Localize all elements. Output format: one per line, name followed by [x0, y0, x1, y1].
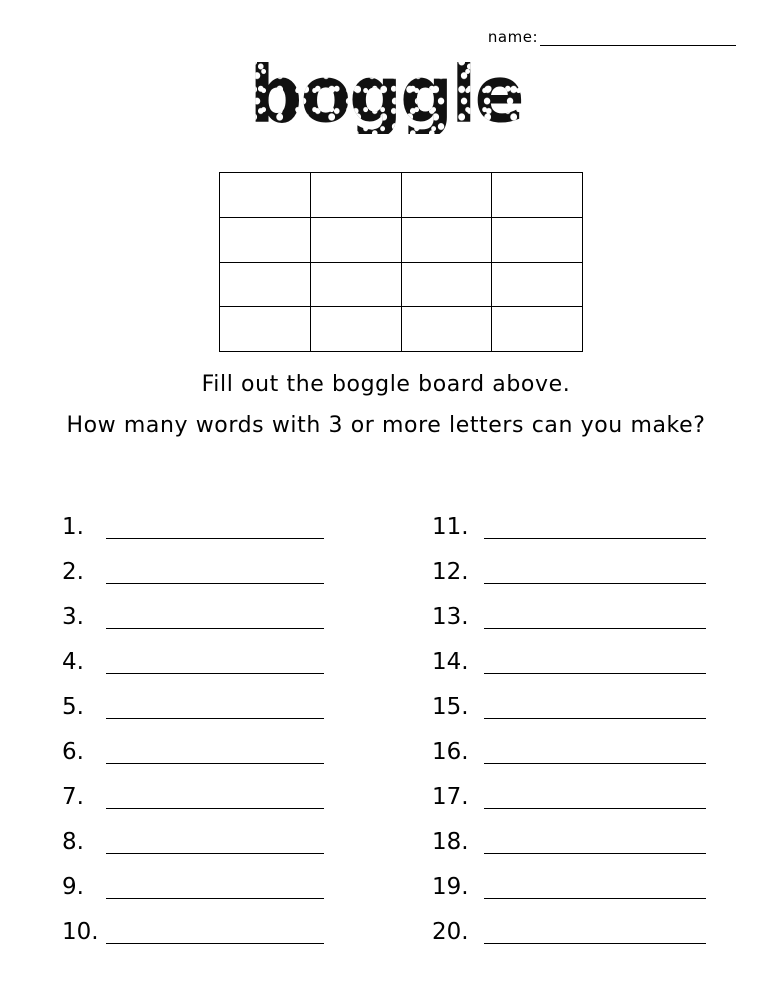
list-item — [432, 813, 772, 858]
list-item-number: 18. — [432, 829, 469, 855]
list-item — [432, 858, 772, 903]
list-item — [62, 903, 386, 948]
list-item-blank[interactable] — [106, 569, 324, 584]
list-item-blank[interactable] — [106, 524, 324, 539]
list-item-number: 5. — [62, 694, 84, 720]
list-item — [62, 723, 386, 768]
grid-cell[interactable] — [311, 173, 402, 218]
answer-column-left — [0, 498, 386, 948]
grid-cell[interactable] — [311, 307, 402, 352]
list-item-blank[interactable] — [106, 794, 324, 809]
list-item-number: 16. — [432, 739, 469, 765]
page-title: boggle — [249, 49, 523, 141]
instructions — [0, 372, 772, 454]
list-item — [432, 903, 772, 948]
list-item-number: 19. — [432, 874, 469, 900]
list-item-number: 1. — [62, 514, 84, 540]
grid-cell[interactable] — [402, 307, 493, 352]
grid-cell[interactable] — [492, 218, 583, 263]
list-item-blank[interactable] — [484, 839, 706, 854]
list-item-number: 14. — [432, 649, 469, 675]
list-item-number: 2. — [62, 559, 84, 585]
list-item-number: 9. — [62, 874, 84, 900]
list-item-blank[interactable] — [484, 929, 706, 944]
grid-cell[interactable] — [220, 173, 311, 218]
grid-cell[interactable] — [492, 307, 583, 352]
list-item-number: 4. — [62, 649, 84, 675]
answer-column-right — [386, 498, 772, 948]
list-item-blank[interactable] — [484, 569, 706, 584]
list-item-blank[interactable] — [106, 704, 324, 719]
grid-cell[interactable] — [492, 173, 583, 218]
list-item-number: 7. — [62, 784, 84, 810]
instruction-line-1: Fill out the boggle board above. — [201, 372, 571, 397]
list-item-blank[interactable] — [484, 704, 706, 719]
list-item-blank[interactable] — [106, 884, 324, 899]
list-item-blank[interactable] — [106, 749, 324, 764]
list-item-number: 11. — [432, 514, 469, 540]
grid-cell[interactable] — [220, 218, 311, 263]
grid-cell[interactable] — [402, 263, 493, 308]
list-item-number: 15. — [432, 694, 469, 720]
list-item-number: 6. — [62, 739, 84, 765]
list-item — [62, 633, 386, 678]
list-item-number: 10. — [62, 919, 99, 945]
grid-cell[interactable] — [311, 263, 402, 308]
name-input-blank[interactable] — [540, 31, 736, 46]
list-item-blank[interactable] — [106, 659, 324, 674]
list-item-number: 3. — [62, 604, 84, 630]
list-item-number: 20. — [432, 919, 469, 945]
page-title-wrap — [0, 49, 772, 141]
grid-cell[interactable] — [220, 307, 311, 352]
name-label: name: — [487, 28, 538, 46]
grid-cell[interactable] — [402, 218, 493, 263]
list-item-blank[interactable] — [484, 749, 706, 764]
list-item — [432, 768, 772, 813]
list-item — [62, 498, 386, 543]
list-item — [62, 678, 386, 723]
answer-lists — [0, 498, 772, 948]
list-item — [62, 543, 386, 588]
boggle-grid — [219, 172, 583, 352]
list-item-number: 13. — [432, 604, 469, 630]
list-item-blank[interactable] — [106, 929, 324, 944]
list-item-blank[interactable] — [484, 524, 706, 539]
list-item — [432, 723, 772, 768]
list-item — [62, 813, 386, 858]
list-item-blank[interactable] — [106, 839, 324, 854]
grid-cell[interactable] — [492, 263, 583, 308]
list-item — [62, 858, 386, 903]
list-item — [62, 588, 386, 633]
list-item — [62, 768, 386, 813]
list-item-blank[interactable] — [106, 614, 324, 629]
list-item-number: 12. — [432, 559, 469, 585]
list-item — [432, 678, 772, 723]
grid-cell[interactable] — [402, 173, 493, 218]
instruction-line-2: How many words with 3 or more letters can you make? — [66, 413, 706, 438]
name-field-row — [488, 28, 736, 46]
list-item — [432, 498, 772, 543]
list-item-blank[interactable] — [484, 659, 706, 674]
list-item — [432, 543, 772, 588]
list-item-number: 8. — [62, 829, 84, 855]
list-item-number: 17. — [432, 784, 469, 810]
list-item-blank[interactable] — [484, 794, 706, 809]
grid-cell[interactable] — [220, 263, 311, 308]
grid-cell[interactable] — [311, 218, 402, 263]
list-item-blank[interactable] — [484, 614, 706, 629]
list-item — [432, 588, 772, 633]
list-item-blank[interactable] — [484, 884, 706, 899]
list-item — [432, 633, 772, 678]
